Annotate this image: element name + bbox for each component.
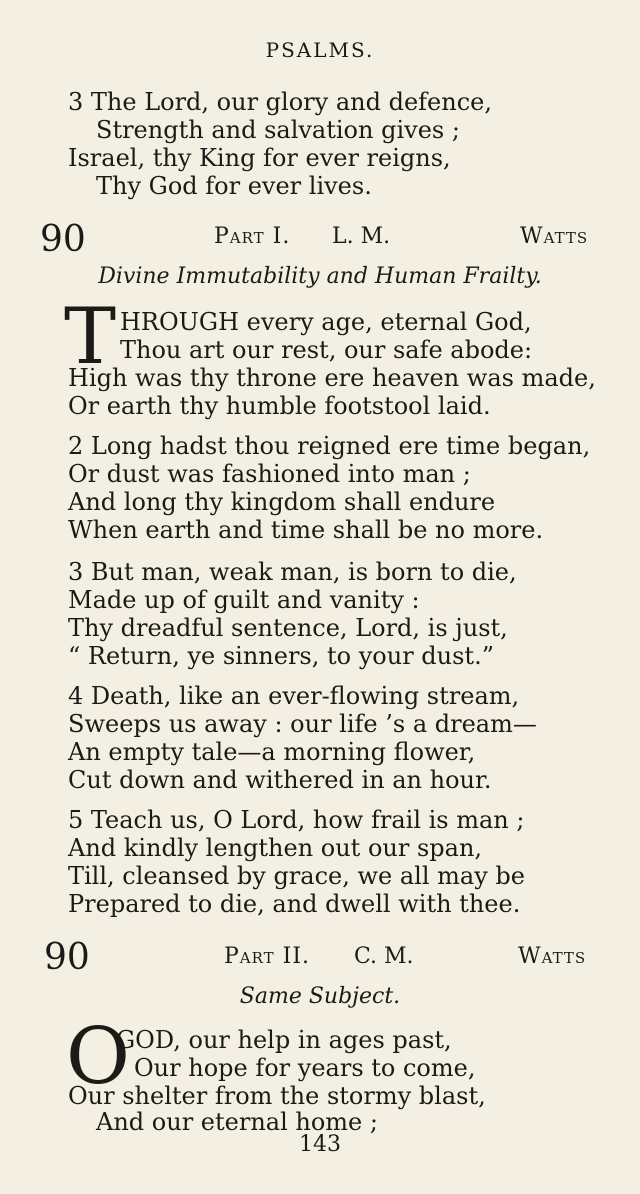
verse-line: 2 Long hadst thou reigned ere time began, <box>68 432 591 460</box>
verse-line: Made up of guilt and vanity : <box>68 586 420 614</box>
verse-line: 4 Death, like an ever-flowing stream, <box>68 682 520 710</box>
verse-line: Or earth thy humble footstool laid. <box>68 392 491 420</box>
hymn-subtitle: Same Subject. <box>239 984 401 1009</box>
prev-hymn-line: Strength and salvation gives ; <box>96 116 460 144</box>
hymn-author: Watts <box>520 224 589 249</box>
verse-line: 3 But man, weak man, is born to die, <box>68 558 517 586</box>
verse-line: High was thy throne ere heaven was made, <box>68 364 596 392</box>
verse-line: 5 Teach us, O Lord, how frail is man ; <box>68 806 525 834</box>
hymn-number: 90 <box>44 937 90 978</box>
verse-line: When earth and time shall be no more. <box>68 516 544 544</box>
verse-line: Thy dreadful sentence, Lord, is just, <box>68 614 508 642</box>
hymn-meter: C. M. <box>354 944 414 969</box>
prev-hymn-line: Israel, thy King for ever reigns, <box>68 144 451 172</box>
running-head: PSALMS. <box>265 38 375 62</box>
hymn-part: Part II. <box>224 944 311 969</box>
hymn-author: Watts <box>518 944 587 969</box>
verse-line: Our shelter from the stormy blast, <box>68 1082 486 1110</box>
prev-hymn-line: 3 The Lord, our glory and defence, <box>68 88 492 116</box>
drop-cap: O <box>66 1012 130 1102</box>
verse-line: HROUGH every age, eternal God, <box>120 308 532 336</box>
verse-line: And our eternal home ; <box>96 1108 378 1136</box>
verse-line: Cut down and withered in an hour. <box>68 766 492 794</box>
verse-line: GOD, our help in ages past, <box>116 1026 452 1054</box>
verse-line: Till, cleansed by grace, we all may be <box>68 862 525 890</box>
page-number: 143 <box>299 1132 341 1157</box>
verse-line: Thou art our rest, our safe abode: <box>120 336 533 364</box>
hymn-subtitle: Divine Immutability and Human Frailty. <box>98 264 542 289</box>
verse-line: Our hope for years to come, <box>134 1054 476 1082</box>
hymn-meter: L. M. <box>332 224 391 249</box>
prev-hymn-line: Thy God for ever lives. <box>96 172 372 200</box>
hymn-number: 90 <box>40 219 86 260</box>
verse-line: And kindly lengthen out our span, <box>68 834 483 862</box>
verse-line: And long thy kingdom shall endure <box>68 488 496 516</box>
verse-line: An empty tale—a morning flower, <box>68 738 476 766</box>
verse-line: Or dust was fashioned into man ; <box>68 460 471 488</box>
verse-line: Prepared to die, and dwell with thee. <box>68 890 521 918</box>
drop-cap: T <box>64 292 117 382</box>
hymn-part: Part I. <box>214 224 291 249</box>
verse-line: “ Return, ye sinners, to your dust.” <box>68 642 494 670</box>
verse-line: Sweeps us away : our life ’s a dream— <box>68 710 537 738</box>
